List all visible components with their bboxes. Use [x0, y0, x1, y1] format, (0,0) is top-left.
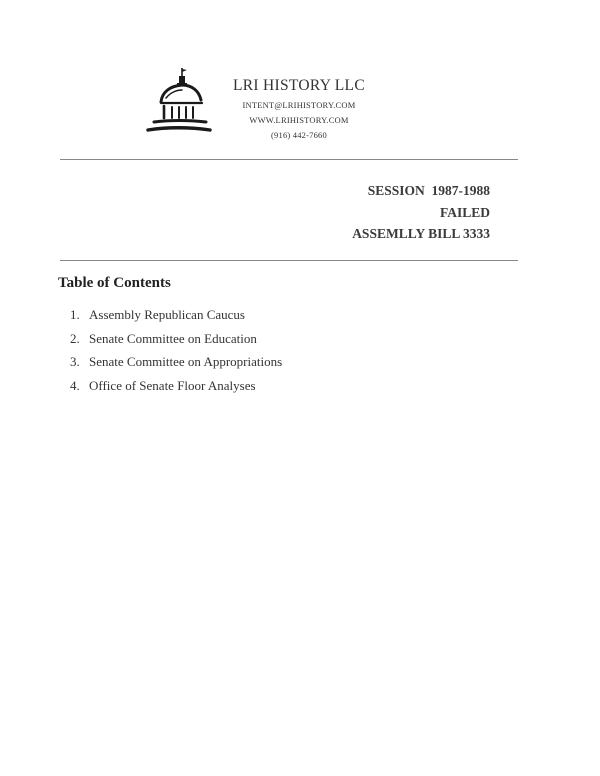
toc-item — [70, 377, 282, 401]
toc-item — [70, 306, 282, 330]
toc-item-number: 4. — [70, 377, 80, 393]
bill-status: FAILED — [439, 204, 490, 220]
company-name: LRI HISTORY LLC — [233, 77, 365, 94]
toc-item — [70, 330, 282, 354]
header-divider — [60, 159, 518, 160]
company-phone: (916) 442-7660 — [271, 130, 327, 140]
toc-item-label: Assembly Republican Caucus — [89, 307, 245, 322]
toc-item-label: Senate Committee on Education — [89, 330, 257, 346]
toc-item — [70, 353, 282, 377]
toc-item-label: Senate Committee on Appropriations — [89, 354, 283, 369]
section-divider — [60, 260, 518, 261]
toc-title: Table of Contents — [58, 275, 171, 291]
toc-list — [70, 306, 282, 400]
company-email: INTENT@LRIHISTORY.COM — [242, 100, 356, 110]
company-website: WWW.LRIHISTORY.COM — [249, 115, 349, 125]
toc-item-number: 2. — [70, 330, 80, 346]
toc-item-number: 3. — [70, 354, 80, 369]
toc-item-number: 1. — [70, 307, 80, 322]
capitol-dome-icon — [144, 66, 214, 136]
toc-item-label: Office of Senate Floor Analyses — [89, 377, 256, 393]
bill-info — [352, 180, 490, 245]
session-label: SESSION 1987-1988 — [367, 183, 490, 198]
bill-number: ASSEMLLY BILL 3333 — [352, 226, 490, 241]
